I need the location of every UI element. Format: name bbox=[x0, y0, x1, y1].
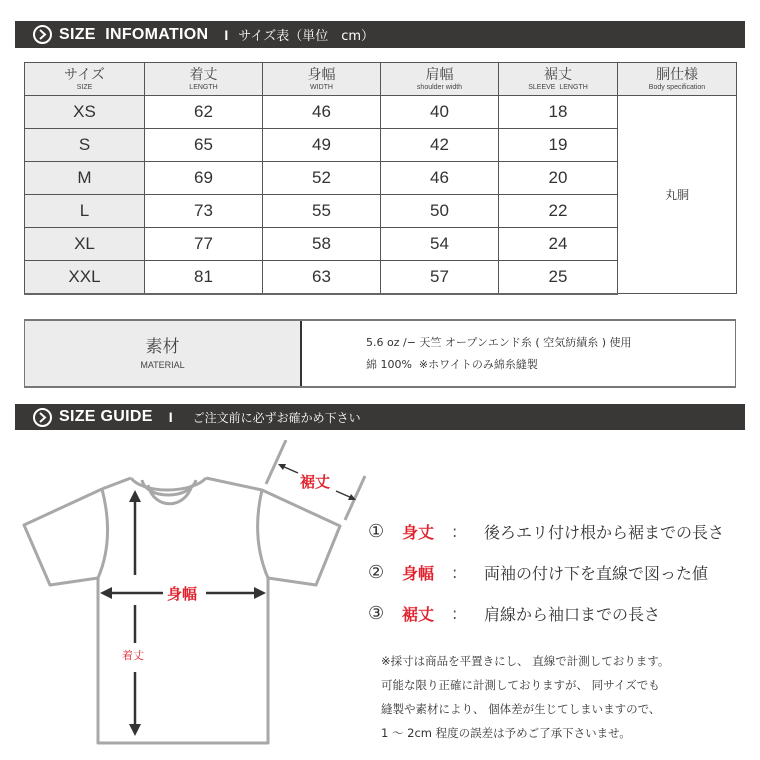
length-cell: 69 bbox=[145, 162, 263, 195]
legend-colon: : bbox=[452, 604, 458, 623]
length-cell: 65 bbox=[145, 129, 263, 162]
material-line-2: 綿 100% ※ホワイトのみ綿糸縫製 bbox=[366, 357, 538, 371]
size-guide-header-bar bbox=[15, 404, 745, 430]
note-line: 1 ～ 2cm 程度の誤差は予めご了承下さいませ。 bbox=[381, 726, 631, 740]
legend-term: 裾丈 bbox=[402, 605, 435, 624]
shoulder-cell: 50 bbox=[381, 195, 499, 228]
material-box bbox=[24, 319, 736, 388]
tshirt-diagram bbox=[20, 440, 370, 750]
width-cell: 49 bbox=[263, 129, 381, 162]
column-header-size: サイズ SIZE bbox=[25, 63, 145, 96]
size-cell: M bbox=[25, 162, 145, 195]
measurement-legend bbox=[368, 518, 724, 641]
legend-description: 肩線から袖口までの長さ bbox=[484, 605, 661, 624]
width-cell: 46 bbox=[263, 96, 381, 129]
shoulder-cell: 54 bbox=[381, 228, 499, 261]
sleeve-length-label: 裾丈 bbox=[300, 473, 331, 491]
shoulder-cell: 57 bbox=[381, 261, 499, 294]
body-width-label: 身幅 bbox=[167, 585, 198, 603]
width-cell: 58 bbox=[263, 228, 381, 261]
body-spec-cell: 丸胴 bbox=[618, 96, 737, 294]
legend-colon: : bbox=[452, 563, 458, 582]
circled-number-2: ② bbox=[368, 562, 385, 583]
table-row bbox=[25, 96, 737, 129]
size-info-title: SIZE INFOMATION bbox=[59, 25, 209, 43]
sleeve-cell: 19 bbox=[499, 129, 618, 162]
table-header-row bbox=[25, 63, 737, 96]
size-info-header-bar bbox=[15, 21, 745, 48]
column-header-shoulder: 肩幅 shoulder width bbox=[381, 63, 499, 96]
sleeve-cell: 24 bbox=[499, 228, 618, 261]
size-cell: XS bbox=[25, 96, 145, 129]
length-cell: 77 bbox=[145, 228, 263, 261]
width-cell: 63 bbox=[263, 261, 381, 294]
legend-colon: : bbox=[452, 522, 458, 541]
size-cell: L bbox=[25, 195, 145, 228]
column-header-sleeve: 裾丈 SLEEVE LENGTH bbox=[499, 63, 618, 96]
material-label-en: MATERIAL bbox=[140, 360, 185, 370]
length-cell: 62 bbox=[145, 96, 263, 129]
legend-term: 身丈 bbox=[402, 523, 435, 542]
length-cell: 73 bbox=[145, 195, 263, 228]
width-cell: 52 bbox=[263, 162, 381, 195]
sleeve-cell: 22 bbox=[499, 195, 618, 228]
note-line: 可能な限り正確に計測しておりますが、 同サイズでも bbox=[381, 678, 660, 692]
material-label-jp: 素材 bbox=[145, 337, 180, 357]
note-line: 縫製や素材により、 個体差が生じてしまいますので、 bbox=[381, 702, 661, 716]
legend-item bbox=[368, 600, 724, 627]
circled-number-1: ① bbox=[368, 521, 385, 542]
column-header-length: 着丈 LENGTH bbox=[145, 63, 263, 96]
circled-number-3: ③ bbox=[368, 603, 385, 624]
column-header-body-spec: 胴仕様 Body specification bbox=[618, 63, 737, 96]
chevron-right-circle-icon bbox=[33, 408, 52, 427]
legend-description: 両袖の付け下を直線で図った値 bbox=[484, 564, 709, 583]
size-table bbox=[24, 62, 737, 295]
shoulder-cell: 46 bbox=[381, 162, 499, 195]
measurement-notes bbox=[381, 649, 669, 745]
length-cell: 81 bbox=[145, 261, 263, 294]
title-separator: I bbox=[168, 409, 173, 425]
material-line-1: 5.6 oz /− 天竺 オープンエンド糸 ( 空気紡績糸 ) 使用 bbox=[366, 335, 632, 349]
size-cell: XXL bbox=[25, 261, 145, 294]
size-cell: XL bbox=[25, 228, 145, 261]
column-header-width: 身幅 WIDTH bbox=[263, 63, 381, 96]
shoulder-cell: 42 bbox=[381, 129, 499, 162]
size-guide-subtitle: ご注文前に必ずお確かめ下さい bbox=[192, 410, 361, 425]
body-length-label: 着丈 bbox=[122, 649, 144, 662]
sleeve-cell: 18 bbox=[499, 96, 618, 129]
size-info-subtitle: サイズ表（単位 cm） bbox=[238, 29, 375, 44]
shoulder-cell: 40 bbox=[381, 96, 499, 129]
legend-item bbox=[368, 518, 724, 545]
material-label bbox=[25, 321, 302, 386]
title-separator: I bbox=[224, 26, 229, 43]
size-cell: S bbox=[25, 129, 145, 162]
sleeve-cell: 25 bbox=[499, 261, 618, 294]
note-line: ※採寸は商品を平置きにし、 直線で計測しております。 bbox=[381, 654, 670, 668]
size-guide-title: SIZE GUIDE bbox=[59, 408, 153, 425]
legend-term: 身幅 bbox=[402, 564, 435, 583]
width-cell: 55 bbox=[263, 195, 381, 228]
legend-item bbox=[368, 559, 724, 586]
chevron-right-circle-icon bbox=[33, 25, 52, 44]
legend-description: 後ろエリ付け根から裾までの長さ bbox=[484, 523, 725, 542]
material-description bbox=[302, 321, 735, 386]
sleeve-cell: 20 bbox=[499, 162, 618, 195]
